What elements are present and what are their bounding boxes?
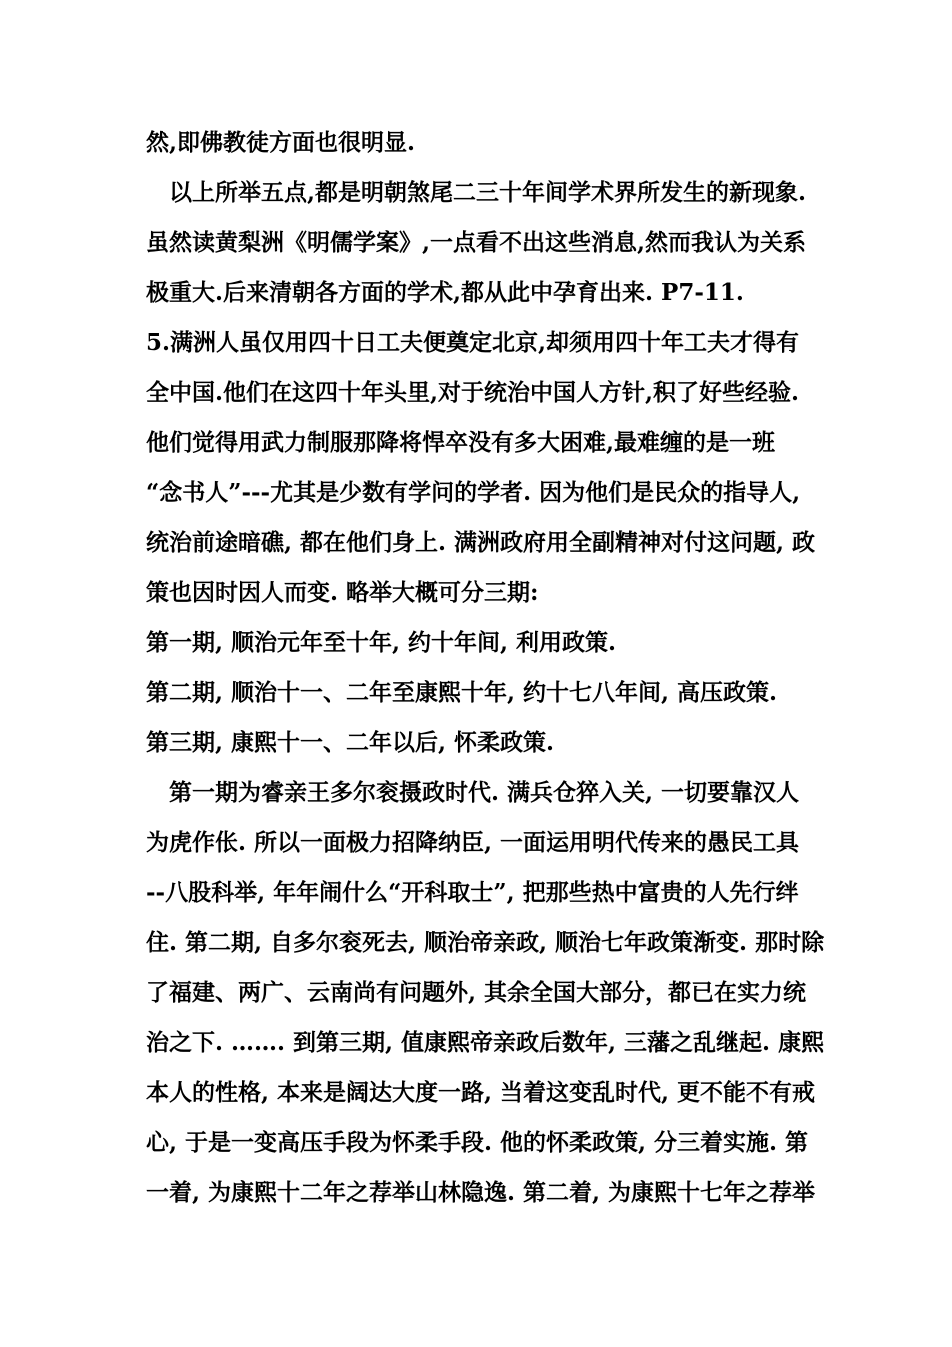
- text-line: 一着, 为康熙十二年之荐举山林隐逸. 第二着, 为康熙十七年之荐举: [146, 1179, 816, 1206]
- text-line: 全中国.他们在这四十年头里,对于统治中国人方针,积了好些经验.: [146, 379, 800, 406]
- text-line: 心, 于是一变高压手段为怀柔手段. 他的怀柔政策, 分三着实施. 第: [146, 1129, 809, 1156]
- text-line: 第三期, 康熙十一、二年以后, 怀柔政策.: [146, 729, 555, 756]
- text-line: 他们觉得用武力制服那降将悍卒没有多大困难,最难缠的是一班: [146, 429, 776, 456]
- text-line: 为虎作伥. 所以一面极力招降纳臣, 一面运用明代传来的愚民工具: [146, 829, 800, 856]
- body-text: [146, 118, 846, 1218]
- text-line: 极重大.后来清朝各方面的学术,都从此中孕育出来. P7-11.: [146, 279, 744, 306]
- text-line: 第一期为睿亲王多尔衮摄政时代. 满兵仓猝入关, 一切要靠汉人: [169, 779, 800, 806]
- text-line: 第二期, 顺治十一、二年至康熙十年, 约十七八年间, 高压政策.: [146, 679, 778, 706]
- text-line: 本人的性格, 本来是阔达大度一路, 当着这变乱时代, 更不能不有戒: [146, 1079, 816, 1106]
- text-line: --八股科举, 年年闹什么“开科取士”, 把那些热中富贵的人先行绊: [146, 879, 799, 906]
- text-line: 第一期, 顺治元年至十年, 约十年间, 利用政策.: [146, 629, 617, 656]
- text-line: 虽然读黄梨洲《明儒学案》,一点看不出这些消息,然而我认为关系: [146, 229, 807, 256]
- text-line: 住. 第二期, 自多尔衮死去, 顺治帝亲政, 顺治七年政策渐变. 那时除: [146, 929, 825, 956]
- text-line: 了福建、两广、云南尚有问题外, 其余全国大部分，都已在实力统: [146, 979, 807, 1006]
- text-line: 以上所举五点,都是明朝煞尾二三十年间学术界所发生的新现象.: [169, 179, 807, 206]
- text-line: 然,即佛教徒方面也很明显.: [146, 129, 416, 156]
- text-line: 治之下. ……. 到第三期, 值康熙帝亲政后数年, 三藩之乱继起. 康熙: [146, 1029, 825, 1056]
- text-line: 统治前途暗礁, 都在他们身上. 满洲政府用全副精神对付这问题, 政: [146, 529, 816, 556]
- text-line: 策也因时因人而变. 略举大概可分三期:: [146, 579, 539, 606]
- text-line: 5.满洲人虽仅用四十日工夫便奠定北京,却须用四十年工夫才得有: [146, 329, 800, 356]
- text-line: “念书人”---尤其是少数有学问的学者. 因为他们是民众的指导人,: [146, 479, 801, 506]
